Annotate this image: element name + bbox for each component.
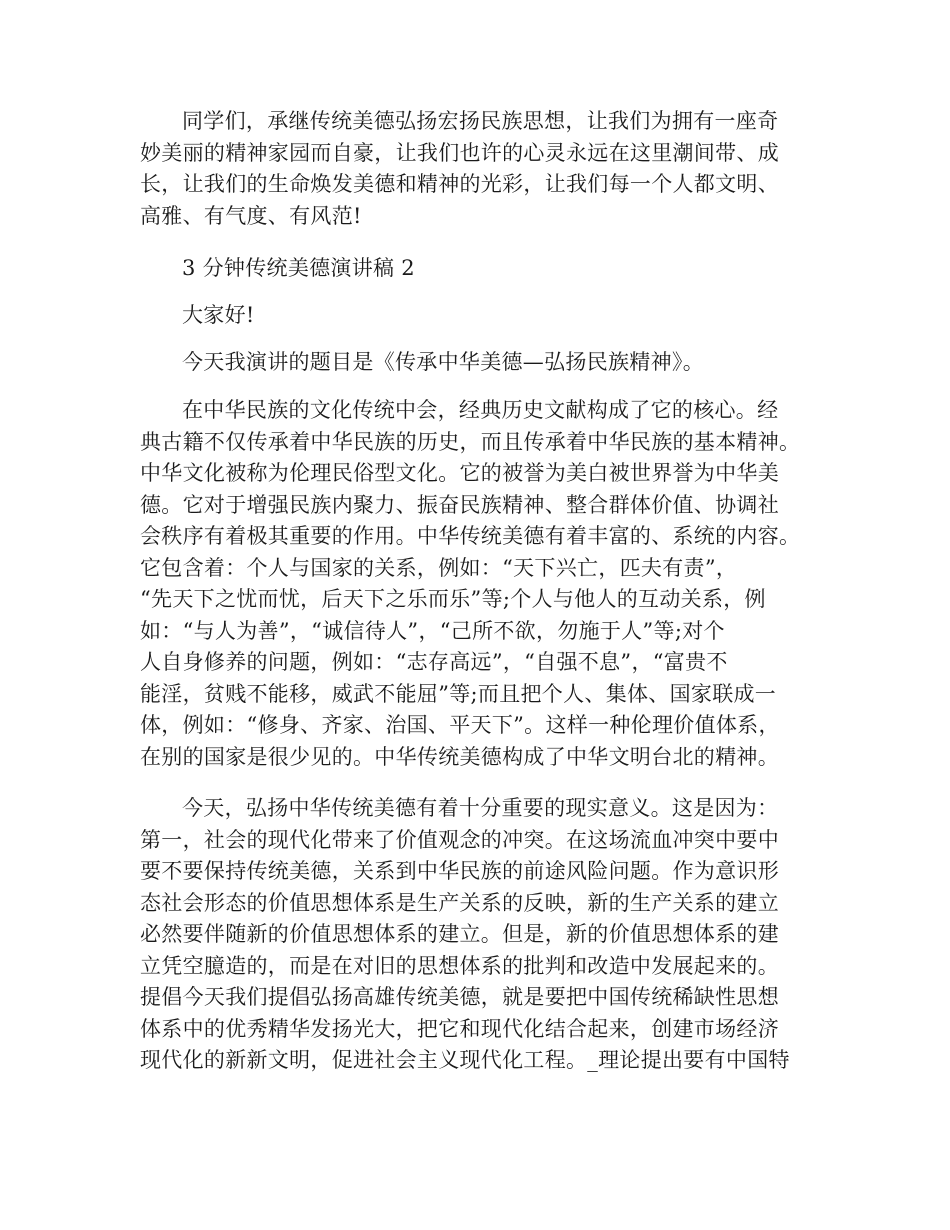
text-line: 会秩序有着极其重要的作用。中华传统美德有着丰富的、系统的内容。 bbox=[140, 524, 801, 548]
paragraph-topic bbox=[140, 347, 820, 379]
text-line: 如：“与人为善”，“诚信待人”，“己所不欲，勿施于人”等;对个 bbox=[140, 618, 725, 643]
text-line: 体，例如：“修身、齐家、治国、平天下”。这样一种伦理价值体系， bbox=[140, 713, 780, 737]
text-line: 现代化的新新文明，促进社会主义现代化工程。_理论提出要有中国特 bbox=[140, 1048, 790, 1072]
text-line: 提倡今天我们提倡弘扬高雄传统美德，就是要把中国传统稀缺性思想 bbox=[140, 985, 779, 1009]
text-line: “先天下之忧而忧，后天下之乐而乐”等;个人与他人的互动关系，例 bbox=[140, 587, 766, 611]
text-line: 态社会形态的价值思想体系是生产关系的反映，新的生产关系的建立 bbox=[140, 890, 779, 915]
text-line: 人自身修养的问题，例如：“志存高远”，“自强不息”，“富贵不 bbox=[140, 650, 728, 674]
paragraph-greeting bbox=[140, 300, 820, 332]
text-line: 中华文化被称为伦理民俗型文化。它的被誉为美白被世界誉为中华美 bbox=[140, 461, 779, 485]
text-line: 体系中的优秀精华发扬光大，把它和现代化结合起来，创建市场经济 bbox=[140, 1016, 779, 1041]
paragraph-culture bbox=[140, 395, 820, 773]
text-line: 要不要保持传统美德，关系到中华民族的前途风险问题。作为意识形 bbox=[140, 859, 779, 883]
text-line: 大家好! bbox=[182, 303, 255, 327]
text-line: 必然要伴随新的价值思想体系的建立。但是，新的价值思想体系的建 bbox=[140, 922, 779, 946]
paragraph-significance bbox=[140, 793, 820, 1077]
text-line: 典古籍不仅传承着中华民族的历史，而且传承着中华民族的基本精神。 bbox=[140, 429, 801, 454]
section-heading bbox=[140, 253, 820, 285]
text-line: 第一，社会的现代化带来了价值观念的冲突。在这场流血冲突中要中 bbox=[140, 827, 779, 852]
text-line: 同学们，承继传统美德弘扬宏扬民族思想，让我们为拥有一座奇 bbox=[182, 109, 779, 133]
text-line: 3 分钟传统美德演讲稿 2 bbox=[182, 256, 415, 280]
text-line: 在中华民族的文化传统中会，经典历史文献构成了它的核心。经 bbox=[182, 398, 779, 422]
text-line: 能淫，贫贱不能移，威武不能屈”等;而且把个人、集体、国家联成一 bbox=[140, 681, 777, 706]
text-line: 它包含着：个人与国家的关系，例如：“天下兴亡，匹夫有责”， bbox=[140, 555, 738, 580]
paragraph-closing bbox=[140, 106, 820, 232]
text-line: 妙美丽的精神家园而自豪，让我们也许的心灵永远在这里潮间带、成 bbox=[140, 140, 779, 165]
text-line: 在别的国家是很少见的。中华传统美德构成了中华文明台北的精神。 bbox=[140, 744, 779, 769]
text-line: 今天，弘扬中华传统美德有着十分重要的现实意义。这是因为： bbox=[182, 796, 779, 820]
text-line: 今天我演讲的题目是《传承中华美德—弘扬民族精神》。 bbox=[182, 350, 704, 374]
text-line: 高雅、有气度、有风范! bbox=[140, 203, 362, 228]
text-line: 长，让我们的生命焕发美德和精神的光彩，让我们每一个人都文明、 bbox=[140, 172, 779, 196]
text-line: 立凭空臆造的，而是在对旧的思想体系的批判和改造中发展起来的。 bbox=[140, 953, 779, 978]
text-line: 德。它对于增强民族内聚力、振奋民族精神、整合群体价值、协调社 bbox=[140, 492, 779, 517]
